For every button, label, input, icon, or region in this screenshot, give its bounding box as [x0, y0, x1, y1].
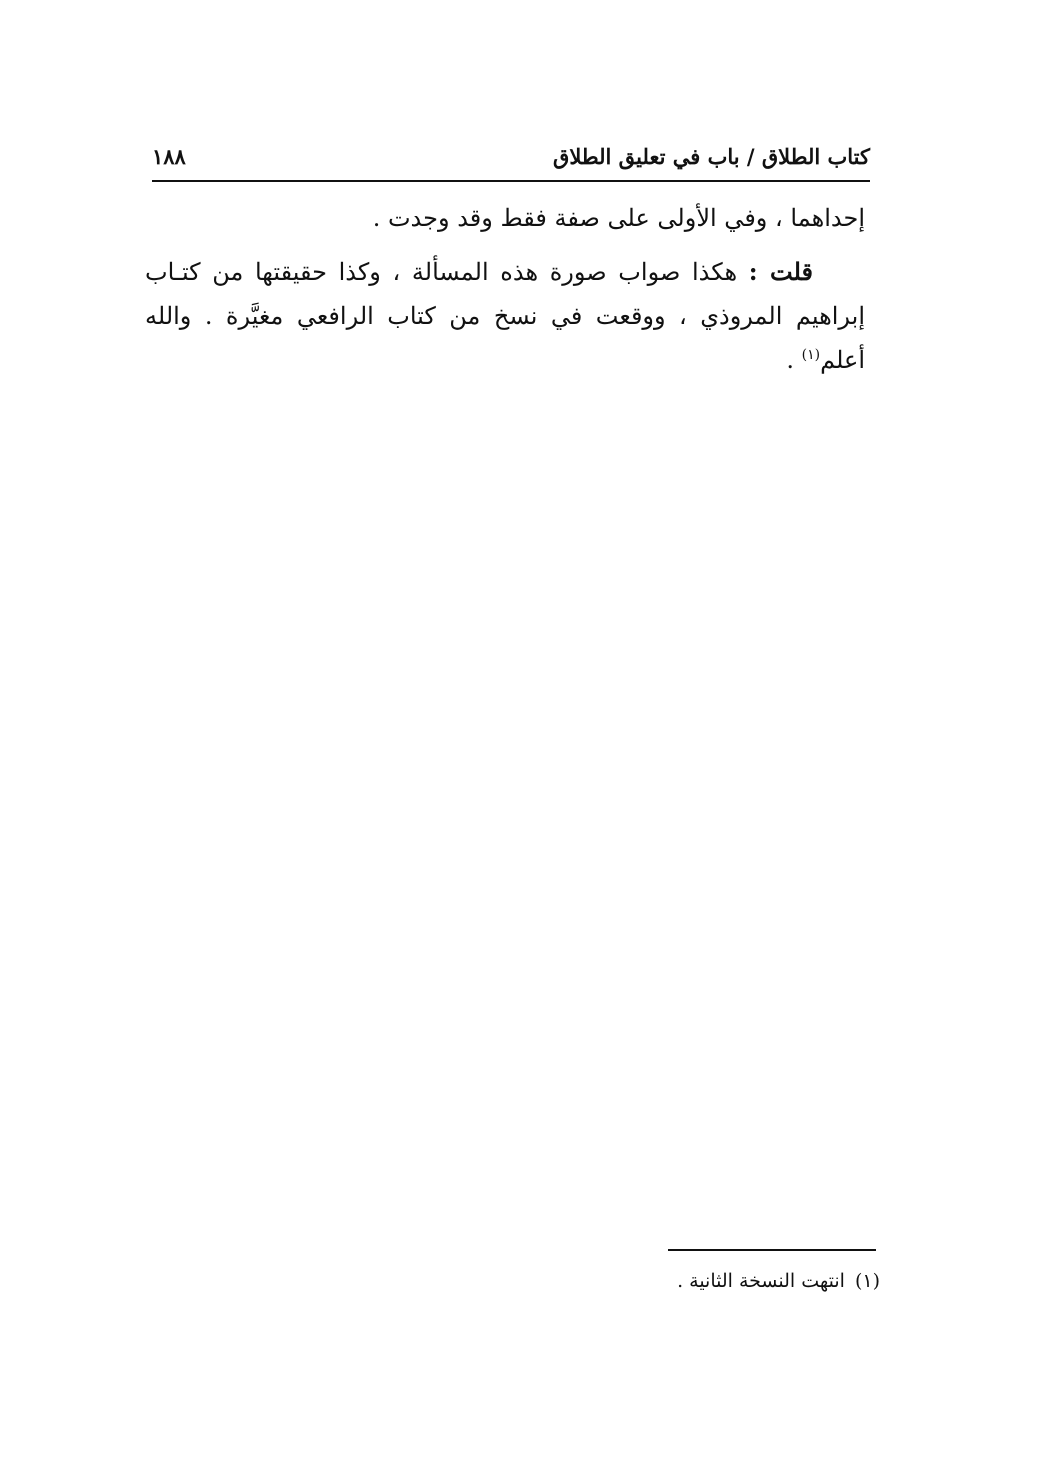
running-header	[152, 140, 870, 178]
paragraph-2-lead: قلت :	[748, 257, 813, 286]
footnote-text: انتهت النسخة الثانية .	[677, 1270, 845, 1292]
body-paragraph-2	[145, 250, 865, 382]
footnote	[560, 1266, 880, 1296]
body-paragraph-1	[145, 196, 865, 240]
paragraph-2-text: هكذا صواب صورة هذه المسألة ، وكذا حقيقتها من كتـاب إبراهيم المروذي ، ووقعت في نسخ من كتاب الرافعي مغيَّرة . والله أعلم	[145, 258, 865, 374]
header-title: كتاب الطلاق / باب في تعليق الطلاق	[553, 144, 870, 169]
page-number: ١٨٨	[152, 144, 186, 169]
header-rule	[152, 180, 870, 182]
paragraph-2-end: .	[786, 346, 802, 374]
footnote-reference[interactable]: (١)	[801, 347, 821, 363]
footnote-marker: (١)	[854, 1270, 880, 1292]
footnote-separator	[668, 1249, 876, 1251]
paragraph-1-text: إحداهما ، وفي الأولى على صفة فقط وقد وجدت .	[372, 204, 865, 232]
